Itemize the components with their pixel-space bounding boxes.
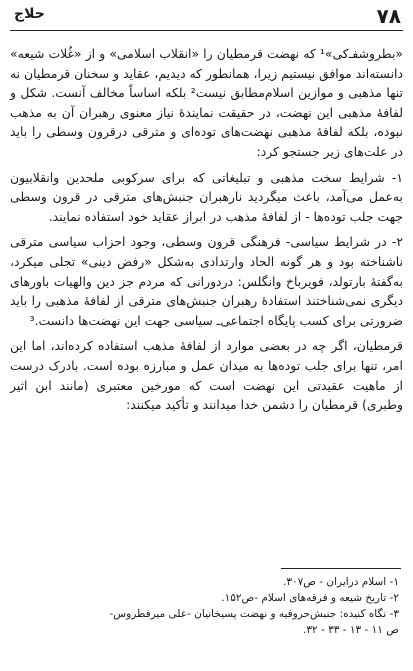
paragraph-2: ۱- شرایط سخت مذهبی و تبلیغاتی که برای سرکوبی ملحدین وانقلابیون به‌عمل می‌آمد، باعث میگردید نارهبران جنبش‌های مترقی در قرون وسطی جهت جلب توده‌ها - از لفافهٔ مذهب در ابراز عقاید خود استفاده نمایند.: [10, 169, 403, 224]
body-text: [10, 44, 403, 421]
footnote-3: ۳- نگاه کنیده‌: جنبش‌حروفیه و نهضت پسیخانیان -علی میرفطروس-: [109, 608, 399, 620]
paragraph-4: قرمطیان، اگر چه در بعضی موارد از لفافهٔ مذهب استفاده کرده‌اند، اما این امر، تنها برای جلب توده‌ها به میدان عمل و مبارزه بوده است. بادرک درست از ماهیت عقیدتی این نهضت است که مورخین معتبری (مانند ابن اثیر وطبری) قرمطیان را دشمن خدا میدانند و تأکید میکنند:: [10, 338, 403, 413]
footnotes: [10, 574, 399, 638]
footnote-2: ۲- تاریخ شیعه و فرقه‌های اسلام -ص۱۵۲.: [221, 592, 399, 604]
footnote-rule: [281, 568, 401, 569]
footnote-1: ۱- اسلام درایران - ص۳۰۷.: [282, 576, 399, 588]
header-rule: [10, 30, 403, 31]
paragraph-1: «بطروشفـ‌کی»¹ که نهضت قرمطیان را «انقلاب اسلامی» و از «غُلات شیعه» دانسته‌اند موافق نیستیم زیرا، همانطور که دیدیم، عقاید و سخنان قرمطیان نه تنها مذهبی و موازین اسلام‌مطابق نیست² بلکه اساساً مخالف آنست. شکل و لفافهٔ مذهبی این نهضت، در حقیقت نمایندهٔ نیاز معنوی رهبران آن به مذهب نبوده، بلکه لفافهٔ مذهبی نهضت‌های توده‌ای و مترقی درقرون وسطی را باید در علت‌های زیر جستجو کرد:: [10, 46, 403, 159]
running-title: حلاج: [14, 6, 45, 22]
page-number: ٧٨: [376, 4, 401, 28]
paragraph-3: ۲- در شرایط سیاسی- فرهنگی قرون وسطی، وجود احزاب سیاسی مترقی ناشناخته بود و هر گونه الحاد وارتدادی به‌شکل «رفض دینی» تجلی میکرد، به‌گفتهٔ بارتولد، فویرباخ وانگلس: دردورانی که مردم جز دین والهیات باورهای دیگری نمی‌شناختند استفادهٔ رهبران جنبش‌های مترقی از لفافهٔ مذهبی را باید ضرورتی برای کسب پایگاه اجتماعی‌ـ سیاسی جهت این نهضت‌ها دانست.³: [10, 234, 403, 328]
page-header: [10, 6, 403, 28]
footnote-3-pages: ص ۱۱ - ۱۳ - ۳۳ - ۳۲.: [303, 624, 399, 636]
